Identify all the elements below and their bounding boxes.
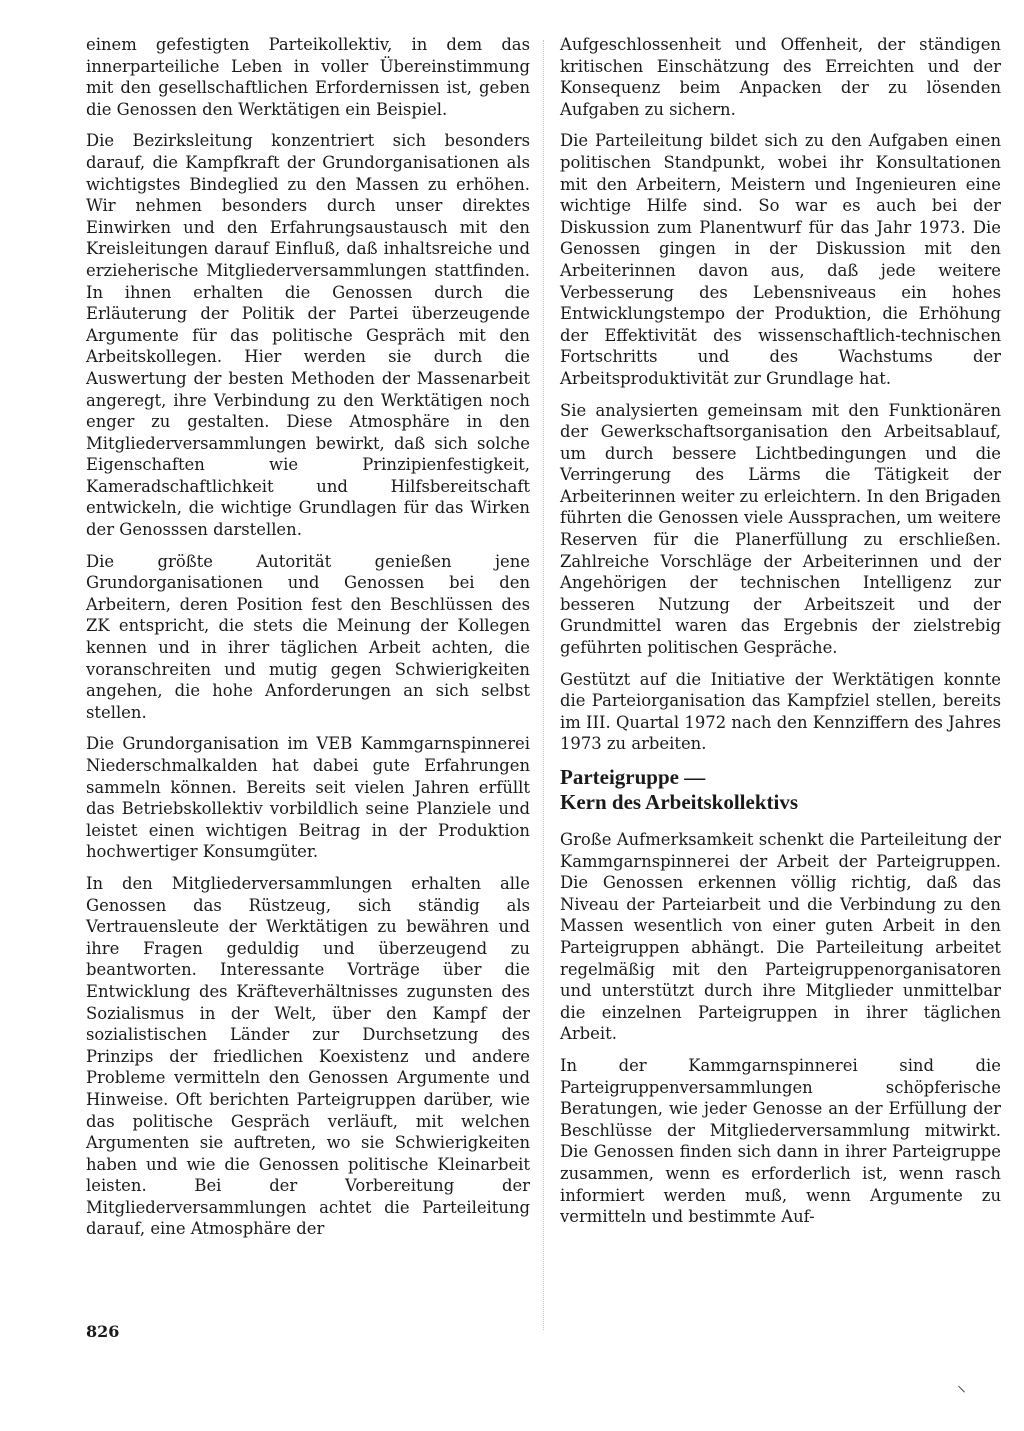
scan-speck-mark: ⸜ <box>957 1375 966 1396</box>
paragraph: Die Parteileitung bildet sich zu den Aufgaben einen politischen Standpunkt, wobei ihr Konsultationen mit den Arbeitern, Meistern und Ingenieuren eine wichtige Hilfe sind. So war es auch bei der Diskussion zum Planentwurf für das Jahr 1973. Die Genossen gingen in der Diskussion mit den Arbeiterinnen davon aus, daß jede weitere Verbesserung des Lebensniveaus ein hohes Entwicklungstempo der Produktion, die Erhöhung der Effektivität des wissenschaftlich-technischen Fortschritts und des Wachstums der Arbeitsproduktivität zur Grundlage hat. <box>560 131 1001 388</box>
paragraph: Die größte Autorität genießen jene Grundorganisationen und Genossen bei den Arbeitern, deren Position fest den Beschlüssen des ZK entspricht, die stets die Meinung der Kollegen kennen und in ihrer täglichen Arbeit achten, die voranschreiten und mutig gegen Schwierigkeiten angehen, die hohe Anforderungen an sich selbst stellen. <box>86 551 530 722</box>
right-column <box>560 34 1001 1238</box>
paragraph: Große Aufmerksamkeit schenkt die Parteileitung der Kammgarnspinnerei der Arbeit der Parteigruppen. Die Genossen erkennen völlig richtig, daß das Niveau der Parteiarbeit und die Verbindung zu den Massen wesentlich von einer guten Arbeit in den Parteigruppen abhängt. Die Parteileitung arbeitet regelmäßig mit den Parteigruppenorganisatoren und unterstützt durch ihre Mitglieder unmittelbar die einzelnen Parteigruppen in ihrer täglichen Arbeit. <box>560 830 1001 1044</box>
paragraph: In der Kammgarnspinnerei sind die Parteigruppenversammlungen schöpferische Beratungen, wie jeder Genosse an der Erfüllung der Beschlüsse der Mitgliederversammlung mitwirkt. Die Genossen finden sich dann in ihrer Parteigruppe zusammen, wenn es erforderlich ist, wenn rasch informiert werden muß, wenn Argumente zu vermitteln und bestimmte Auf- <box>560 1055 1001 1227</box>
paragraph: Sie analysierten gemeinsam mit den Funktionären der Gewerkschaftsorganisation den Arbeitsablauf, um durch bessere Lichtbedingungen und die Verringerung des Lärms die Tätigkeit der Arbeiterinnen weiter zu erleichtern. In den Brigaden führten die Genossen viele Aussprachen, um weitere Reserven für die Planerfüllung zu erschließen. Zahlreiche Vorschläge der Arbeiterinnen und der Angehörigen der technischen Intelligenz zur besseren Nutzung der Arbeitszeit und der Grundmittel waren das Ergebnis der zielstrebig geführten politischen Gespräche. <box>560 400 1001 658</box>
paragraph: einem gefestigten Parteikollektiv, in dem das innerparteiliche Leben in voller Übereinstimmung mit den gesellschaftlichen Erfordernissen ist, geben die Genossen den Werktätigen ein Beispiel. <box>86 35 530 119</box>
paragraph: Die Bezirksleitung konzentriert sich besonders darauf, die Kampfkraft der Grundorganisationen als wichtigstes Bindeglied zu den Massen zu erhöhen. Wir nehmen besonders durch unser direktes Einwirken und den Erfahrungsaustausch mit den Kreisleitungen darauf Einfluß, daß inhaltsreiche und erzieherische Mitgliederversammlungen stattfinden. In ihnen erhalten die Genossen durch die Erläuterung der Politik der Partei überzeugende Argumente für das politische Gespräch mit den Arbeitskollegen. Hier werden sie durch die Auswertung der besten Methoden der Massenarbeit angeregt, ihre Verbindung zu den Werktätigen noch enger zu gestalten. Diese Atmosphäre in den Mitgliederversammlungen bewirkt, daß sich solche Eigenschaften wie Prinzipienfestigkeit, Kameradschaftlichkeit und Hilfsbereitschaft entwickeln, die wichtige Grundlagen für das Wirken der Genosssen darstellen. <box>86 131 530 540</box>
paragraph: Die Grundorganisation im VEB Kammgarnspinnerei Niederschmalkalden hat dabei gute Erfahrungen sammeln können. Bereits seit vielen Jahren erfüllt das Betriebskollektiv vorbildlich seine Planziele und leistet einen wichtigen Beitrag in der Produktion hochwertiger Konsumgüter. <box>86 734 530 862</box>
paragraph: In den Mitgliederversammlungen erhalten alle Genossen das Rüstzeug, sich ständig als Vertrauensleute der Werktätigen zu bewähren und ihre Fragen geduldig und überzeugend zu beantworten. Interessante Vorträge über die Entwicklung des Kräfteverhältnisses zugunsten des Sozialismus in der Welt, über den Kampf der sozialistischen Länder zur Durchsetzung des Prinzips der friedlichen Koexistenz und andere Probleme vermitteln den Genossen Argumente und Hinweise. Oft berichten Parteigruppen darüber, wie das politische Gespräch verläuft, mit welchen Argumenten sie auftreten, wo sie Schwierigkeiten haben und wie die Genossen politische Kleinarbeit leisten. Bei der Vorbereitung der Mitgliederversammlungen achtet die Parteileitung darauf, eine Atmosphäre der <box>86 873 530 1239</box>
paragraph: Gestützt auf die Initiative der Werktätigen konnte die Parteiorganisation das Kampfziel stellen, bereits im III. Quartal 1972 nach den Kennziffern des Jahres 1973 zu arbeiten. <box>560 669 1001 754</box>
paragraph: Aufgeschlossenheit und Offenheit, der ständigen kritischen Einschätzung des Erreichten und der Konsequenz beim Anpacken der zu lösenden Aufgaben zu sichern. <box>560 35 1001 119</box>
page-number: 826 <box>86 1322 120 1341</box>
left-column <box>86 34 530 1250</box>
section-heading <box>560 765 1001 815</box>
section-heading-line-1: Parteigruppe — <box>560 765 706 789</box>
section-heading-line-2: Kern des Arbeitskollektivs <box>560 790 799 814</box>
column-divider <box>543 40 544 1330</box>
